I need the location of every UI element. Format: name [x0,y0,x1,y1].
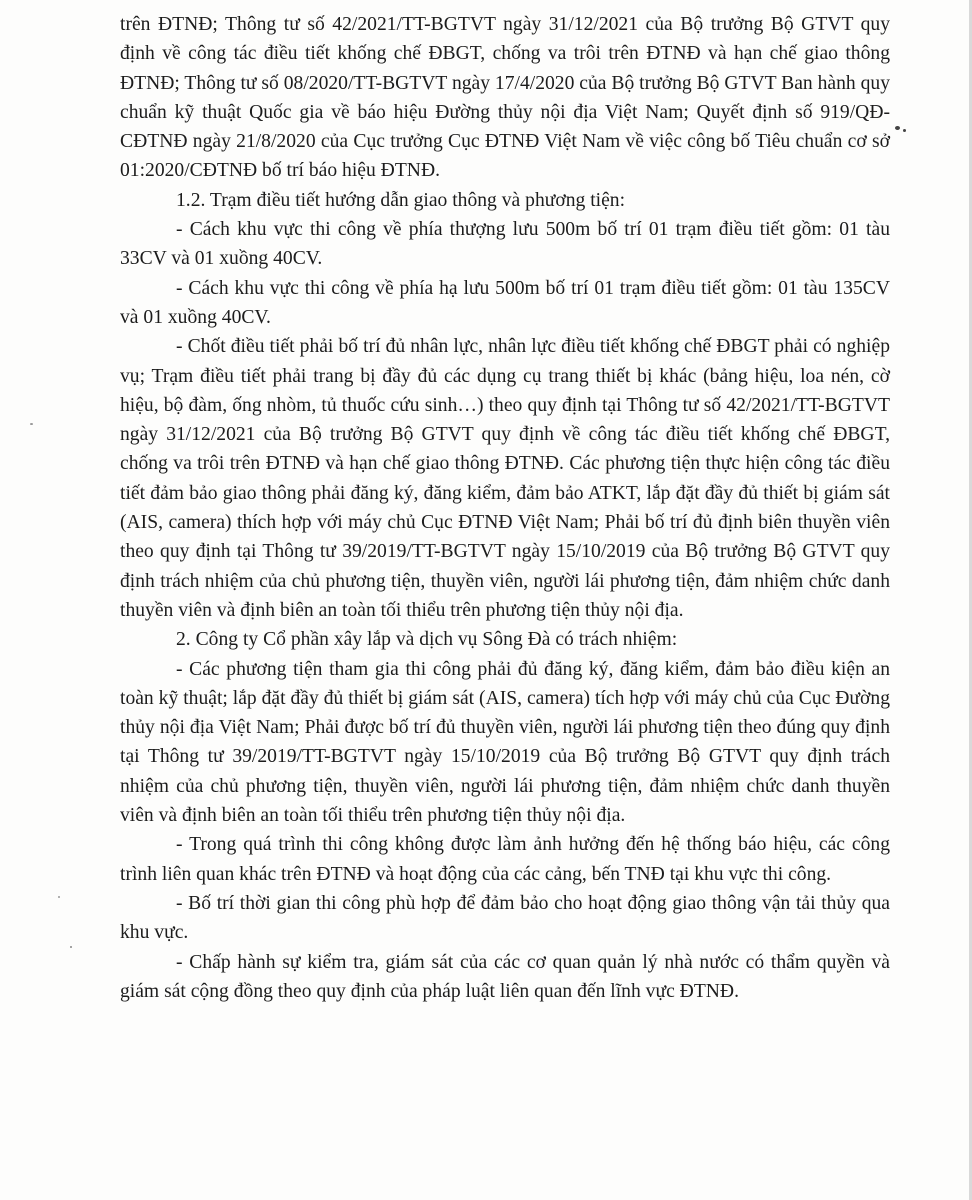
heading-regulation-station: 1.2. Trạm điều tiết hướng dẫn giao thông và phương tiện: [176,189,626,211]
list-item-schedule: - Bố trí thời gian thi công phù hợp để đảm bảo cho hoạt động giao thông vận tải thủy qua khu vực. [120,892,890,944]
list-item-inspection: - Chấp hành sự kiểm tra, giám sát của các cơ quan quản lý nhà nước có thẩm quyền và giám sát cộng đồng theo quy định của pháp luật liên quan đến lĩnh vực ĐTNĐ. [120,951,890,1002]
list-item-downstream-station: - Cách khu vực thi công về phía hạ lưu 500m bố trí 01 trạm điều tiết gồm: 01 tàu 135CV và 01 xuồng 40CV. [120,277,890,328]
scan-speck [70,946,72,948]
paragraph-legal-references: trên ĐTNĐ; Thông tư số 42/2021/TT-BGTVT ngày 31/12/2021 của Bộ trưởng Bộ GTVT quy định về công tác điều tiết khống chế ĐBGT, chống va trôi trên ĐTNĐ và hạn chế giao thông ĐTNĐ; Thông tư số 08/2020/TT-BGTVT ngày 17/4/2020 của Bộ trưởng Bộ GTVT Ban hành quy chuẩn kỹ thuật Quốc gia về báo hiệu Đường thủy nội địa Việt Nam; Quyết định số 919/QĐ-CĐTNĐ ngày 21/8/2020 của Cục trưởng Cục ĐTNĐ Việt Nam về việc công bố Tiêu chuẩn cơ sở 01:2020/CĐTNĐ bố trí báo hiệu ĐTNĐ. [120,14,890,182]
heading-company-responsibilities: 2. Công ty Cổ phần xây lắp và dịch vụ Sông Đà có trách nhiệm: [176,629,678,651]
document-body [120,10,890,1006]
scan-speck [30,423,33,425]
list-item-no-impact: - Trong quá trình thi công không được làm ảnh hưởng đến hệ thống báo hiệu, các công trình liên quan khác trên ĐTNĐ và hoạt động của các cảng, bến TNĐ tại khu vực thi công. [120,834,890,885]
scan-speck [903,129,906,132]
scan-speck [58,896,60,898]
list-item-upstream-station: - Cách khu vực thi công về phía thượng lưu 500m bố trí 01 trạm điều tiết gồm: 01 tàu 33CV và 01 xuồng 40CV. [120,219,890,270]
scan-speck [895,126,900,130]
list-item-station-requirements: - Chốt điều tiết phải bố trí đủ nhân lực, nhân lực điều tiết khống chế ĐBGT phải có nghiệp vụ; Trạm điều tiết phải trang bị đầy đủ các dụng cụ trang thiết bị khác (bảng hiệu, loa nén, cờ hiệu, bộ đàm, ống nhòm, tủ thuốc cứu sinh…) theo quy định tại Thông tư số 42/2021/TT-BGTVT ngày 31/12/2021 của Bộ trưởng Bộ GTVT quy định về công tác điều tiết khống chế ĐBGT, chống va trôi trên ĐTNĐ và hạn chế giao thông ĐTNĐ. Các phương tiện thực hiện công tác điều tiết đảm bảo giao thông phải đăng ký, đăng kiểm, đảm bảo ATKT, lắp đặt đầy đủ thiết bị giám sát (AIS, camera) thích hợp với máy chủ Cục ĐTNĐ Việt Nam; Phải bố trí đủ định biên thuyền viên theo quy định tại Thông tư 39/2019/TT-BGTVT ngày 15/10/2019 của Bộ trưởng Bộ GTVT quy định trách nhiệm của chủ phương tiện, thuyền viên, người lái phương tiện, đảm nhiệm chức danh thuyền viên và định biên an toàn tối thiểu trên phương tiện thủy nội địa. [120,336,890,621]
list-item-vessel-requirements: - Các phương tiện tham gia thi công phải đủ đăng ký, đăng kiểm, đảm bảo điều kiện an toàn kỹ thuật; lắp đặt đầy đủ thiết bị giám sát (AIS, camera) tích hợp với máy chủ của Cục Đường thủy nội địa Việt Nam; Phải được bố trí đủ thuyền viên, người lái phương tiện theo đúng quy định tại Thông tư 39/2019/TT-BGTVT ngày 15/10/2019 của Bộ trưởng Bộ GTVT quy định trách nhiệm của chủ phương tiện, thuyền viên, người lái phương tiện, đảm nhiệm chức danh thuyền viên và định biên an toàn tối thiểu trên phương tiện thủy nội địa. [120,658,890,827]
